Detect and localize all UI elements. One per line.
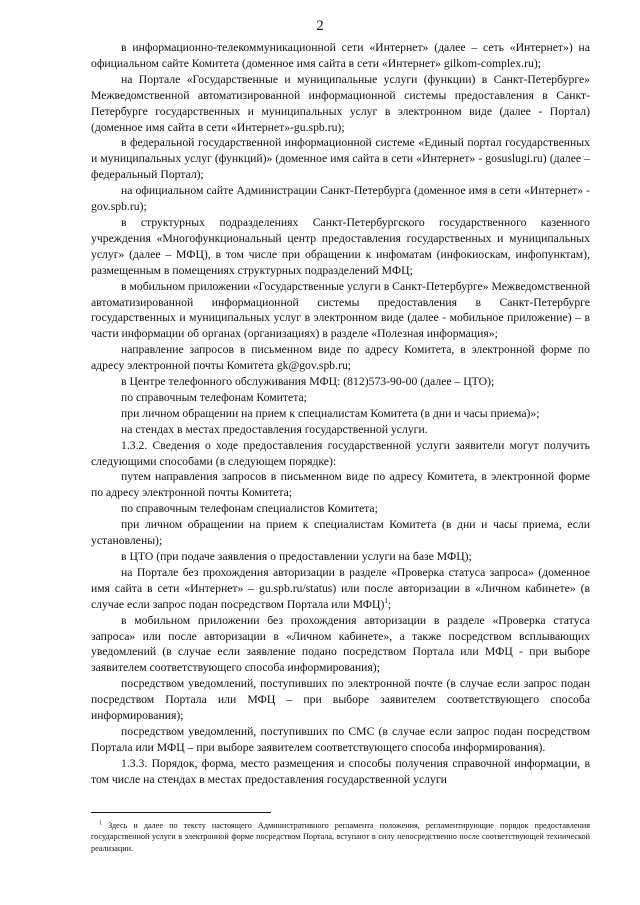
page-number: 2	[316, 18, 324, 34]
paragraph: в Центре телефонного обслуживания МФЦ: (812)573-90-00 (далее – ЦТО);	[121, 375, 495, 389]
section-paragraph: 1.3.3. Порядок, форма, место размещения и способы получения справочной информации, в том числе на стендах в местах предоставления государственной услуги	[91, 756, 590, 786]
footnote-mark: 1	[99, 820, 102, 827]
paragraph: в структурных подразделениях Санкт-Петербургского государственного казенного учреждения «Многофункциональный центр предоставления государственных и муниципальных услуг» (далее – МФЦ), в том числе при обращении к инфоматам (инфокиоскам, инфопунктам), размещенным в помещениях структурных подразделений МФЦ;	[91, 215, 590, 277]
paragraph: направление запросов в письменном виде по адресу Комитета, в электронной форме по адресу электронной почты Комитета gk@gov.spb.ru;	[91, 343, 590, 373]
footnote	[91, 820, 590, 854]
paragraph: на Портале «Государственные и муниципальные услуги (функции) в Санкт-Петербурге» Межведомственной автоматизированной информационной системы предоставления в Санкт-Петербурге государственных и муниципальных услуг в электронном виде (далее - Портал) (доменное имя сайта в сети «Интернет»-gu.spb.ru);	[91, 72, 590, 134]
paragraph-with-footnote	[91, 565, 590, 613]
paragraph: в федеральной государственной информационной системе «Единый портал государственных и муниципальных услуг (функций)» (доменное имя сайта в сети «Интернет» - gosuslugi.ru) (далее – федеральный Портал);	[91, 136, 590, 182]
paragraph: в мобильном приложении «Государственные услуги в Санкт-Петербурге» Межведомственной автоматизированной информационной системы предоставления в Санкт-Петербурге государственных и муниципальных услуг в электронном виде (далее - мобильное приложение) – в части информации об органах (организациях) в разделе «Полезная информация»;	[91, 279, 590, 341]
footnote-text: Здесь и далее по тексту настоящего Административного регламента положения, регламентирующие порядок предоставления государственной услуги в электронной форме посредством Портала, вступают в силу непосредственно после соответствующей технической реализации.	[91, 821, 590, 853]
section-paragraph: 1.3.2. Сведения о ходе предоставления государственной услуги заявители могут получить следующими способами (в следующем порядке):	[91, 438, 590, 468]
paragraph: посредством уведомлений, поступивших по электронной почте (в случае если запрос подан посредством Портала или МФЦ – при выборе заявителем соответствующего способа информирования);	[91, 677, 590, 723]
paragraph-text: на Портале без прохождения авторизации в разделе «Проверка статуса запроса» (доменное имя сайта в сети «Интернет» – gu.spb.ru/status) или после авторизации в «Личном кабинете» (в случае если запрос подан посредством Портала или МФЦ)	[91, 565, 590, 611]
paragraph: на стендах в местах предоставления государственной услуги.	[121, 422, 428, 436]
footnote-divider	[91, 812, 271, 813]
paragraph: в ЦТО (при подаче заявления о предоставлении услуги на базе МФЦ);	[121, 550, 472, 563]
paragraph: на официальном сайте Администрации Санкт-Петербурга (доменное имя в сети «Интернет» - gov.spb.ru);	[91, 184, 590, 214]
paragraph: при личном обращении на прием к специалистам Комитета (в дни и часы приема)»;	[121, 406, 540, 420]
paragraph: в мобильном приложении без прохождения авторизации в разделе «Проверка статуса запроса» или после авторизации в «Личном кабинете», а также посредством всплывающих уведомлений (в случае если заявление подано посредством Портала или МФЦ - при выборе заявителем соответствующего способа информирования);	[91, 613, 590, 675]
paragraph: посредством уведомлений, поступивших по СМС (в случае если запрос подан посредством Портала или МФЦ – при выборе заявителем соответствующего способа информирования).	[91, 724, 590, 754]
paragraph-tail: ;	[387, 597, 392, 611]
paragraph: в информационно-телекоммуникационной сети «Интернет» (далее – сеть «Интернет») на официальном сайте Комитета (доменное имя сайта в сети «Интернет» gilkom-complex.ru);	[91, 41, 590, 70]
body-text	[91, 40, 590, 788]
footnote-reference[interactable]: 1	[384, 596, 388, 605]
paragraph: путем направления запросов в письменном виде по адресу Комитета, в электронной форме по адресу электронной почты Комитета;	[91, 470, 590, 500]
paragraph: при личном обращении на прием к специалистам Комитета (в дни и часы приема, если установлены);	[91, 518, 590, 548]
paragraph: по справочным телефонам специалистов Комитета;	[121, 502, 378, 516]
paragraph: по справочным телефонам Комитета;	[121, 390, 307, 404]
